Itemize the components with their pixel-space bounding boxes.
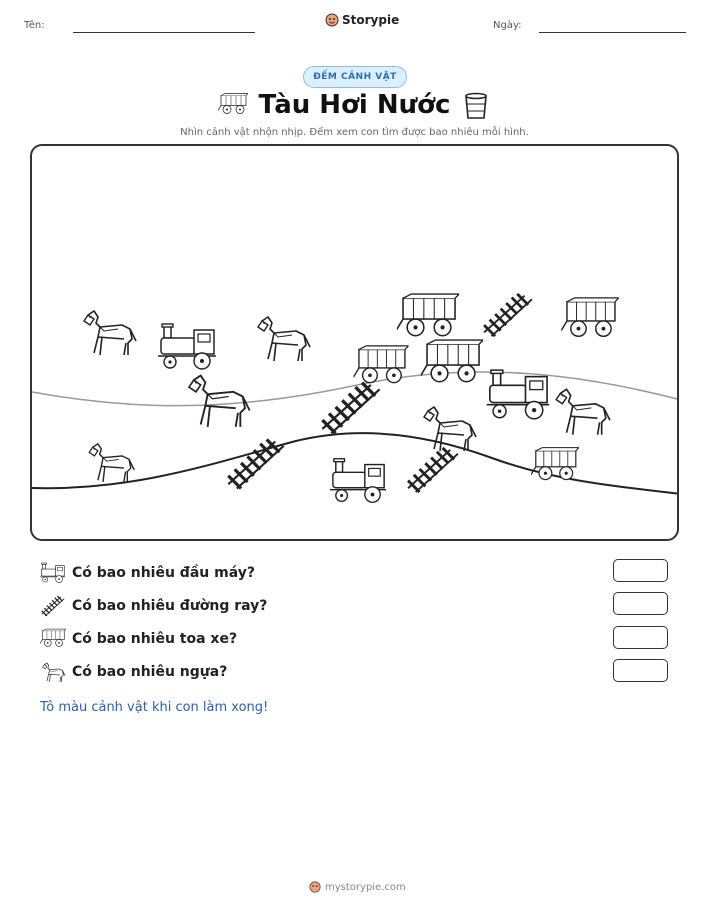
locomotive-icon[interactable] [158,322,218,372]
locomotive-icon[interactable] [330,456,388,506]
rail-track-icon[interactable] [224,436,288,492]
rail-track-icon [40,595,66,617]
wagon-icon[interactable] [418,338,486,390]
rail-track-icon[interactable] [480,292,536,338]
site-footer [309,881,406,893]
wagon-icon[interactable] [392,292,464,344]
name-line[interactable] [73,32,255,33]
question-tracks [40,595,267,617]
locomotive-icon[interactable] [486,368,552,422]
rail-track-icon[interactable] [404,446,462,494]
wagon-icon[interactable] [558,296,622,344]
answer-box-horses[interactable] [613,659,668,682]
category-badge: ĐẾM CẢNH VẬT [303,66,407,88]
brand-logo [325,13,399,27]
rail-track-icon[interactable] [318,380,384,436]
horse-icon[interactable] [78,304,138,360]
question-horses [40,661,227,683]
horse-icon [40,661,66,683]
storypie-logo-icon [325,13,339,27]
answer-box-wagons[interactable] [613,626,668,649]
locomotive-icon [40,562,66,584]
answer-box-locomotives[interactable] [613,559,668,582]
horse-icon[interactable] [550,382,612,440]
instructions: Nhìn cảnh vật nhộn nhịp. Đếm xem con tìm được bao nhiêu mỗi hình. [180,127,529,138]
wagon-icon[interactable] [530,446,580,486]
page-title: Tàu Hơi Nước [258,90,451,120]
date-line[interactable] [539,32,686,33]
horse-icon[interactable] [182,368,252,432]
horse-icon[interactable] [252,310,312,366]
question-text: Có bao nhiêu đầu máy? [72,565,255,581]
question-text: Có bao nhiêu đường ray? [72,598,268,614]
bucket-icon [463,92,489,120]
horse-icon[interactable] [84,438,136,486]
counting-scene [30,144,679,541]
wagon-icon [40,628,66,650]
question-wagons [40,628,237,650]
storypie-logo-icon [309,881,321,893]
answer-box-tracks[interactable] [613,592,668,615]
question-text: Có bao nhiêu ngựa? [72,664,228,680]
question-text: Có bao nhiêu toa xe? [72,631,238,647]
site-url[interactable]: mystorypie.com [325,881,406,893]
name-label: Tên: [24,20,45,31]
date-label: Ngày: [493,20,522,31]
brand-name: Storypie [342,13,400,27]
coloring-note: Tô màu cảnh vật khi con làm xong! [40,700,269,715]
question-locomotives [40,562,255,584]
